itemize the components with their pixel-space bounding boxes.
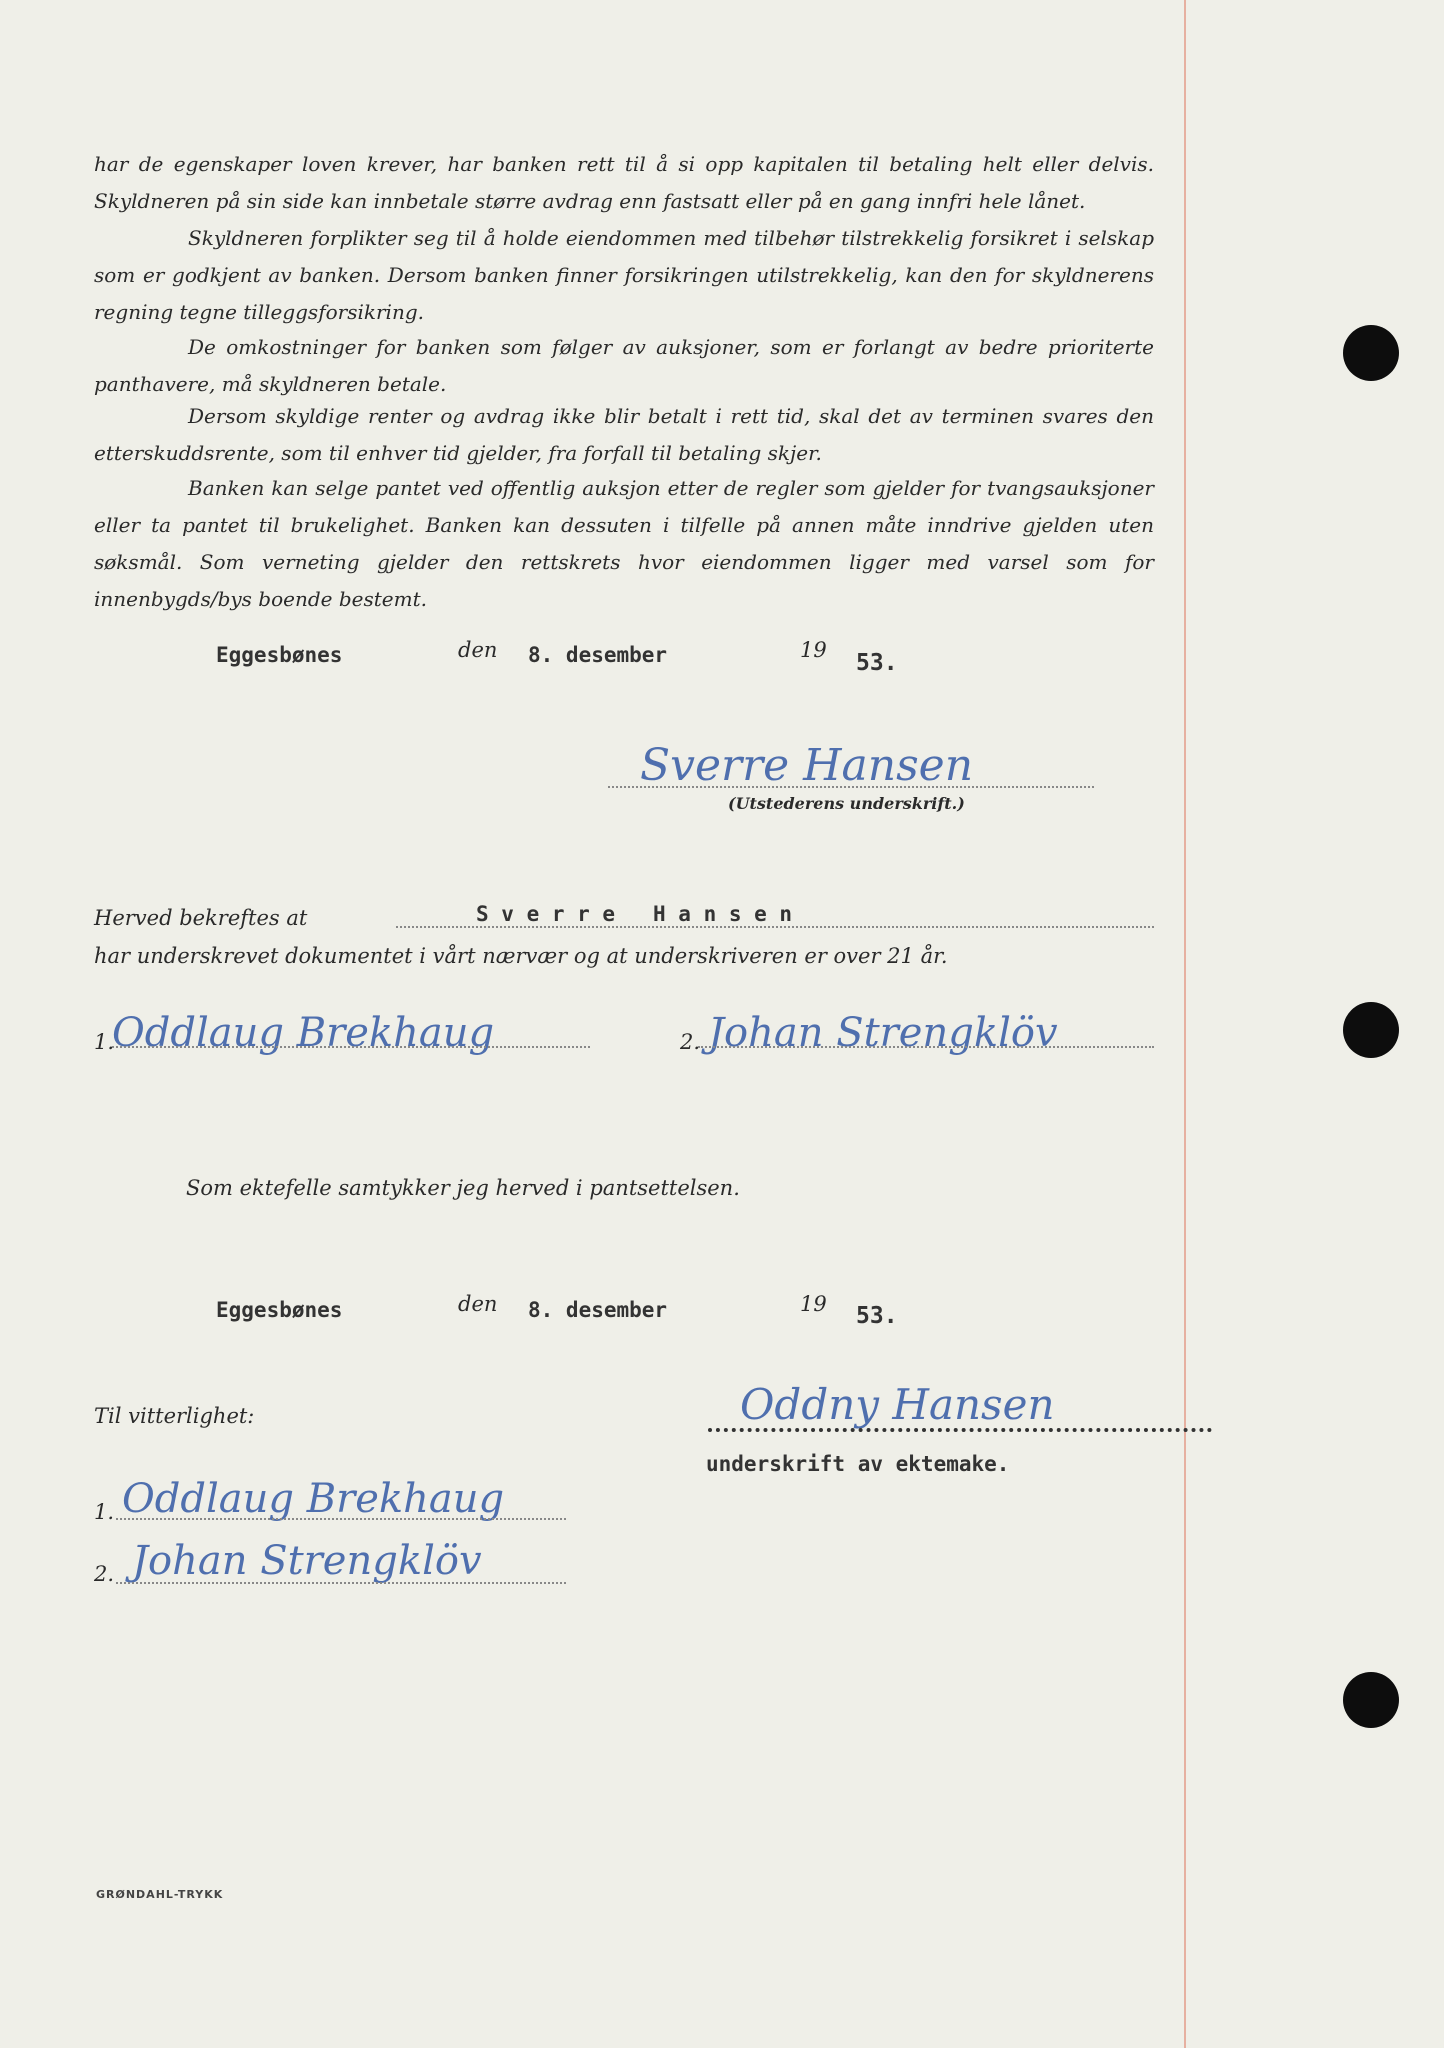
den-label: den — [458, 638, 498, 662]
place: Eggesbønes — [216, 1298, 343, 1322]
printer-mark: GRØNDAHL-TRYKK — [96, 1888, 224, 1901]
witness-signature: Johan Strengklöv — [708, 1010, 1058, 1056]
punch-hole — [1343, 1002, 1399, 1058]
spouse-signature: Oddny Hansen — [740, 1380, 1055, 1429]
issuer-caption: (Utstederens underskrift.) — [728, 794, 965, 813]
punch-hole — [1343, 325, 1399, 381]
terms-paragraph: har de egenskaper loven krever, har banken rett til å si opp kapitalen til betaling helt eller delvis. Skyldneren på sin side kan innbetale større avdrag enn fastsatt eller på en gang innfri hele lånet. — [94, 152, 1154, 213]
punch-hole — [1343, 1672, 1399, 1728]
place: Eggesbønes — [216, 643, 343, 667]
year-suffix: 53. — [856, 1303, 898, 1329]
terms-paragraph: Skyldneren forplikter seg til å holde eiendommen med tilbehør tilstrekkelig forsikret i selskap som er godkjent av banken. Dersom banken finner forsikringen utilstrekkelig, kan den for skyldnerens regning tegne tilleggsforsikring. — [94, 226, 1154, 324]
confirm-prefix: Herved bekreftes at — [94, 906, 308, 930]
signature-line — [608, 786, 1094, 788]
witness-signature: Johan Strengklöv — [132, 1538, 482, 1584]
year-prefix: 19 — [800, 638, 827, 662]
margin-rule — [1184, 0, 1186, 2048]
terms-paragraph: Dersom skyldige renter og avdrag ikke blir betalt i rett tid, skal det av terminen svares den etterskuddsrente, som til enhver tid gjelder, fra forfall til betaling skjer. — [94, 404, 1154, 465]
date: 8. desember — [528, 643, 668, 667]
witness-line — [116, 1518, 566, 1520]
date: 8. desember — [528, 1298, 668, 1322]
witness-line — [698, 1046, 1154, 1048]
witness-number: 1. — [94, 1030, 115, 1054]
confirm-name: S v e r r e H a n s e n — [476, 902, 793, 926]
witness-number: 1. — [94, 1500, 115, 1524]
witness-line — [112, 1046, 590, 1048]
spouse-signature-line — [708, 1428, 1212, 1432]
witness-signature: Oddlaug Brekhaug — [112, 1010, 495, 1056]
year-suffix: 53. — [856, 650, 898, 676]
witness-signature: Oddlaug Brekhaug — [122, 1476, 505, 1522]
confirm-rest: har underskrevet dokumentet i vårt nærvær og at underskriveren er over 21 år. — [94, 944, 948, 968]
spouse-caption: underskrift av ektemake. — [706, 1452, 1010, 1476]
year-prefix: 19 — [800, 1292, 827, 1316]
witness-heading: Til vitterlighet: — [94, 1404, 255, 1428]
witness-number: 2. — [94, 1562, 115, 1586]
name-line — [396, 926, 1154, 928]
terms-paragraph: De omkostninger for banken som følger av auksjoner, som er forlangt av bedre prioriterte panthavere, må skyldneren betale. — [94, 335, 1154, 396]
witness-line — [116, 1582, 566, 1584]
issuer-signature: Sverre Hansen — [640, 740, 974, 791]
terms-paragraph: Banken kan selge pantet ved offentlig auksjon etter de regler som gjelder for tvangsauksjoner eller ta pantet til brukelighet. Banken kan dessuten i tilfelle på annen måte inndrive gjelden uten søksmål. Som verneting gjelder den rettskrets hvor eiendommen ligger med varsel som for innenbygds/bys boende bestemt. — [94, 476, 1154, 611]
spouse-consent: Som ektefelle samtykker jeg herved i pantsettelsen. — [186, 1176, 740, 1200]
witness-number: 2. — [680, 1030, 701, 1054]
den-label: den — [458, 1292, 498, 1316]
